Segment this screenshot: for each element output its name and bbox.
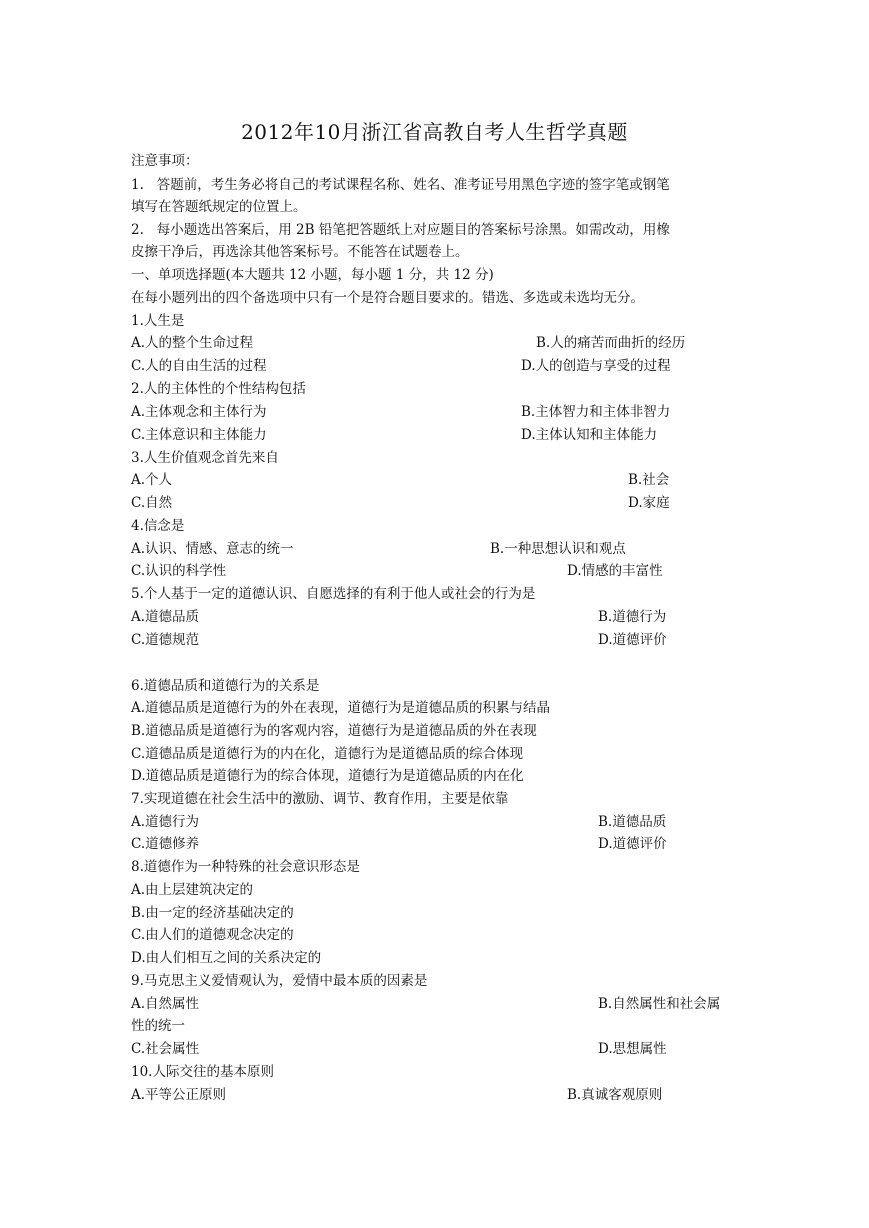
question-stem: 4.信念是 <box>131 518 185 534</box>
page-title: 2012年10月浙江省高教自考人生哲学真题 <box>241 120 628 144</box>
option-c: C.社会属性 <box>131 1041 200 1057</box>
option-a: A.道德品质是道德行为的外在表现，道德行为是道德品质的积累与结晶 <box>131 700 551 716</box>
option-d: D.由人们相互之间的关系决定的 <box>131 950 322 966</box>
option-b: B.真诚客观原则 <box>567 1087 663 1103</box>
option-c: C.道德品质是道德行为的内在化，道德行为是道德品质的综合体现 <box>131 746 524 762</box>
question-stem: 3.人生价值观念首先来自 <box>131 450 279 466</box>
question-stem: 1.人生是 <box>131 313 185 329</box>
option-c: C.自然 <box>131 495 173 511</box>
option-a: A.人的整个生命过程 <box>131 335 254 351</box>
notice-item-1-cont: 填写在答题纸规定的位置上。 <box>131 199 307 215</box>
option-c: C.由人们的道德观念决定的 <box>131 927 294 943</box>
option-a: A.道德行为 <box>131 814 200 830</box>
option-a: A.道德品质 <box>131 609 200 625</box>
option-d: D.家庭 <box>628 495 670 511</box>
question-stem: 6.道德品质和道德行为的关系是 <box>131 678 320 694</box>
notice-item-2-cont: 皮擦干净后，再选涂其他答案标号。不能答在试题卷上。 <box>131 244 469 260</box>
option-b: B.道德品质 <box>598 814 667 830</box>
question-stem: 7.实现道德在社会生活中的激励、调节、教育作用，主要是依靠 <box>131 791 509 807</box>
option-b: B.自然属性和社会属 <box>598 996 721 1012</box>
question-stem: 2.人的主体性的个性结构包括 <box>131 381 306 397</box>
option-b: B.道德行为 <box>598 609 667 625</box>
option-a: A.个人 <box>131 472 173 488</box>
section-instruction: 在每小题列出的四个备选项中只有一个是符合题目要求的。错选、多选或未选均无分。 <box>131 290 644 306</box>
notice-heading: 注意事项： <box>131 153 199 169</box>
option-c: C.道德规范 <box>131 632 200 648</box>
option-c: C.人的自由生活的过程 <box>131 358 267 374</box>
option-d: D.道德品质是道德行为的综合体现，道德行为是道德品质的内在化 <box>131 768 524 784</box>
option-d: D.情感的丰富性 <box>567 563 663 579</box>
notice-item-1: 1. 答题前，考生务必将自己的考试课程名称、姓名、准考证号用黑色字迹的签字笔或钢笔 <box>131 177 670 193</box>
question-stem: 5.个人基于一定的道德认识、自愿选择的有利于他人或社会的行为是 <box>131 586 536 602</box>
option-d: D.思想属性 <box>598 1041 667 1057</box>
option-b: B.由一定的经济基础决定的 <box>131 905 294 921</box>
option-d: D.主体认知和主体能力 <box>521 427 658 443</box>
question-stem: 9.马克思主义爱情观认为，爱情中最本质的因素是 <box>131 973 428 989</box>
option-d: D.人的创造与享受的过程 <box>521 358 671 374</box>
question-stem: 10.人际交往的基本原则 <box>131 1064 274 1080</box>
option-d: D.道德评价 <box>598 836 667 852</box>
option-c: C.道德修养 <box>131 836 200 852</box>
option-c: C.主体意识和主体能力 <box>131 427 267 443</box>
question-stem: 8.道德作为一种特殊的社会意识形态是 <box>131 859 360 875</box>
option-b: B.一种思想认识和观点 <box>490 541 626 557</box>
option-c: C.认识的科学性 <box>131 563 227 579</box>
option-a: A.由上层建筑决定的 <box>131 882 254 898</box>
section-heading: 一、单项选择题(本大题共 12 小题，每小题 1 分，共 12 分) <box>131 267 494 283</box>
option-b: B.道德品质是道德行为的客观内容，道德行为是道德品质的外在表现 <box>131 723 537 739</box>
option-b: B.人的痛苦而曲折的经历 <box>536 335 686 351</box>
option-b: B.社会 <box>628 472 670 488</box>
option-a: A.自然属性 <box>131 996 200 1012</box>
option-a: A.平等公正原则 <box>131 1087 227 1103</box>
option-a: A.认识、情感、意志的统一 <box>131 541 294 557</box>
option-d: D.道德评价 <box>598 632 667 648</box>
option-b-cont: 性的统一 <box>131 1018 185 1034</box>
option-a: A.主体观念和主体行为 <box>131 404 267 420</box>
option-b: B.主体智力和主体非智力 <box>521 404 671 420</box>
notice-item-2: 2. 每小题选出答案后，用 2B 铅笔把答题纸上对应题目的答案标号涂黑。如需改动，用橡 <box>131 222 670 238</box>
